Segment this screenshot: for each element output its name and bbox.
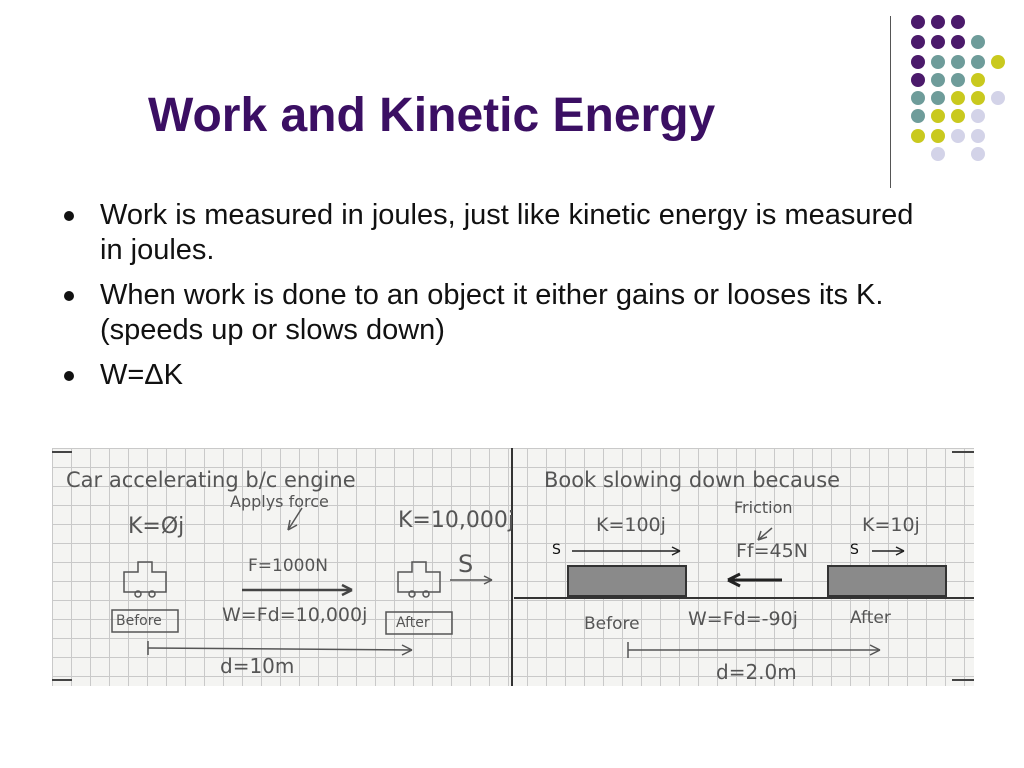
left-panel-heading: Car accelerating b/c engine bbox=[66, 468, 356, 492]
decorative-dot bbox=[931, 91, 945, 105]
decorative-dot bbox=[931, 55, 945, 69]
left-k-before: K=Øj bbox=[128, 514, 185, 539]
right-panel-note: Friction bbox=[734, 498, 793, 517]
book-before-sketch bbox=[568, 566, 686, 596]
decorative-dot bbox=[931, 109, 945, 123]
car-after-sketch bbox=[398, 562, 440, 597]
right-panel-heading: Book slowing down because bbox=[544, 468, 841, 492]
decorative-dot bbox=[931, 15, 945, 29]
decorative-dot bbox=[971, 129, 985, 143]
left-work: W=Fd=10,000j bbox=[222, 604, 368, 626]
left-panel-note: Applys force bbox=[230, 492, 329, 511]
slide-title: Work and Kinetic Energy bbox=[148, 89, 716, 142]
decorative-dot bbox=[931, 73, 945, 87]
right-force: Ff=45N bbox=[736, 540, 808, 562]
decorative-dot bbox=[971, 55, 985, 69]
left-k-after: K=10,000j bbox=[398, 508, 514, 533]
decorative-dot bbox=[951, 109, 965, 123]
decorative-dot bbox=[951, 129, 965, 143]
bullet-item bbox=[62, 198, 942, 268]
decorative-dot bbox=[931, 129, 945, 143]
hand-drawn-diagram bbox=[52, 448, 974, 686]
decorative-dot bbox=[951, 35, 965, 49]
bullet-text: Work is measured in joules, just like kinetic energy is measured in joules. bbox=[100, 199, 914, 266]
left-s-label: S bbox=[458, 550, 474, 578]
decorative-dot bbox=[971, 35, 985, 49]
decorative-dot bbox=[971, 91, 985, 105]
decorative-dot bbox=[951, 55, 965, 69]
bullet-item bbox=[62, 278, 942, 348]
decorative-dot bbox=[991, 55, 1005, 69]
decorative-dot bbox=[971, 147, 985, 161]
left-force: F=1000N bbox=[248, 556, 329, 576]
car-before-sketch bbox=[124, 562, 166, 597]
decorative-dot bbox=[911, 109, 925, 123]
bullet-text: When work is done to an object it either gains or looses its K. (speeds up or slows down) bbox=[100, 279, 884, 346]
decorative-dot bbox=[951, 73, 965, 87]
decorative-dot bbox=[971, 109, 985, 123]
left-box-before: Before bbox=[116, 613, 162, 629]
right-label-before: Before bbox=[584, 614, 640, 634]
decorative-dot bbox=[911, 35, 925, 49]
left-box-after: After bbox=[396, 615, 430, 631]
right-k-before: K=100j bbox=[596, 514, 666, 536]
right-k-after: K=10j bbox=[862, 514, 920, 536]
right-work: W=Fd=-90j bbox=[688, 608, 798, 630]
decorative-dot bbox=[951, 15, 965, 29]
title-divider bbox=[890, 16, 891, 188]
decorative-dot bbox=[911, 129, 925, 143]
bullet-text: W=ΔK bbox=[100, 359, 184, 391]
decorative-dot bbox=[971, 73, 985, 87]
book-after-sketch bbox=[828, 566, 946, 596]
decorative-dot bbox=[911, 55, 925, 69]
bullet-item bbox=[62, 358, 942, 393]
decorative-dot bbox=[911, 91, 925, 105]
decorative-dot bbox=[911, 73, 925, 87]
decorative-dot bbox=[931, 35, 945, 49]
left-distance: d=10m bbox=[220, 654, 295, 678]
decorative-dot bbox=[911, 15, 925, 29]
right-distance: d=2.0m bbox=[716, 660, 797, 684]
decorative-dot bbox=[931, 147, 945, 161]
right-s-right: S bbox=[850, 542, 859, 558]
decorative-dot bbox=[951, 91, 965, 105]
right-label-after: After bbox=[850, 608, 891, 628]
decorative-dot bbox=[991, 91, 1005, 105]
right-s-left: S bbox=[552, 542, 561, 558]
bullet-list bbox=[62, 198, 942, 403]
